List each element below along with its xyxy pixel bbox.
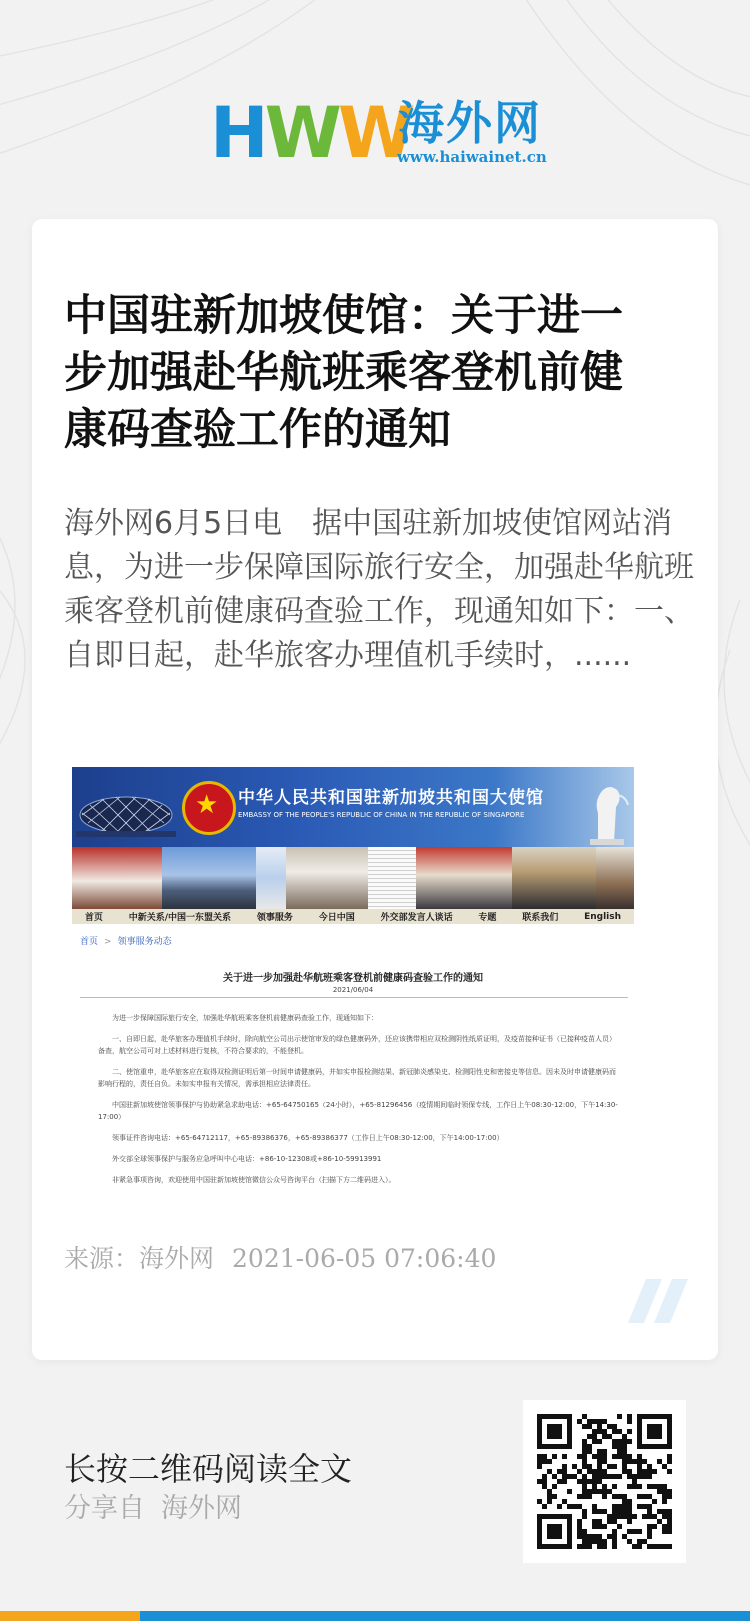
logo-url: www.haiwainet.cn <box>397 148 547 166</box>
article-title: 中国驻新加坡使馆：关于进一步加强赴华航班乘客登机前健康码查验工作的通知 <box>64 291 623 455</box>
embassy-notice-date: 2021/06/04 <box>332 986 374 994</box>
breadcrumb-current: 领事服务动态 <box>117 937 172 947</box>
photo-thumb <box>72 847 162 909</box>
article-summary: 海外网6月5日电 据中国驻新加坡使馆网站消息，为进一步保障国际旅行安全，加强赴华航班乘客登机前健康码查验工作，现通知如下：一、自即日起，赴华旅客办理值机手续时，...... <box>64 506 694 673</box>
merlion-icon <box>580 773 630 845</box>
embassy-nav-item: 中新关系/中国一东盟关系 <box>128 913 232 923</box>
notice-paragraph: 领事证件咨询电话：+65-64712117，+65-89386376，+65-89386377（工作日上午08:30-12:00，下午14:00-17:00） <box>112 1134 504 1142</box>
embassy-nav-item: 领事服务 <box>256 913 293 923</box>
photo-thumb <box>256 847 286 909</box>
share-source-name: 海外网 <box>161 1493 242 1524</box>
embassy-breadcrumb <box>80 934 172 947</box>
notice-paragraph: 中国驻新加坡使馆领事保护与协助紧急求助电话：+65-64750165（24小时），+65-81296456（疫情期间临时领保专线，工作日上午08:30-12:00，下午14:30-17:00） <box>98 1101 618 1121</box>
share-prefix: 分享自 <box>64 1493 145 1524</box>
embassy-photo-strip <box>72 847 634 909</box>
national-emblem-icon: ★ <box>182 781 236 835</box>
qr-instruction: 长按二维码阅读全文 <box>64 1450 353 1488</box>
logo-letter-h: H <box>210 92 265 174</box>
logo-letter-w1: W <box>264 92 338 174</box>
notice-paragraph: 一、自即日起，赴华旅客办理值机手续时，除向航空公司出示使馆审发的绿色健康码外，还应该携带相应双检测阴性纸质证明，及疫苗接种证书（已接种疫苗人员）备查，航空公司可对上述材料进行复核，不符合要求的，不能登机。 <box>98 1035 616 1055</box>
bottom-accent-bar-orange <box>0 1611 140 1621</box>
site-logo <box>0 92 750 175</box>
notice-paragraph: 二、使馆重申，赴华旅客应在取得双检测证明后第一时间申请健康码，并如实申报检测结果、新冠肺炎感染史、检测阳性史和密接史等信息。因未及时申请健康码而影响行程的，责任自负。未如实申报有关情况，需承担相应法律责任。 <box>98 1068 616 1088</box>
photo-thumb <box>162 847 256 909</box>
photo-thumb <box>416 847 512 909</box>
article-source <box>64 1239 496 1275</box>
double-slash-decoration-icon <box>628 1279 692 1323</box>
embassy-nav-item: 联系我们 <box>522 913 559 923</box>
birds-nest-stadium-icon <box>76 777 176 837</box>
source-label: 来源：海外网 <box>64 1244 215 1273</box>
embassy-nav-item: 首页 <box>84 913 103 923</box>
photo-thumb <box>286 847 368 909</box>
article-image <box>72 767 634 1195</box>
embassy-name-en: EMBASSY OF THE PEOPLE'S REPUBLIC OF CHINA IN THE REPUBLIC OF SINGAPORE <box>238 811 525 819</box>
embassy-name-cn: 中华人民共和国驻新加坡共和国大使馆 <box>238 788 544 808</box>
logo-letter-w2: W <box>337 92 412 174</box>
notice-paragraph: 非紧急事项咨询，欢迎使用中国驻新加坡使馆微信公众号咨询平台（扫描下方二维码进入）。 <box>112 1176 396 1184</box>
logo-mark <box>210 92 412 174</box>
embassy-nav-item: 今日中国 <box>318 913 355 923</box>
breadcrumb-home: 首页 <box>80 937 99 947</box>
photo-thumb <box>512 847 596 909</box>
embassy-nav-item: English <box>584 911 622 922</box>
chevron-right-icon: > <box>104 937 112 947</box>
notice-paragraph: 外交部全球领事保护与服务应急呼叫中心电话：+86-10-12308或+86-10-59913991 <box>112 1155 382 1163</box>
publish-datetime: 2021-06-05 07:06:40 <box>232 1244 497 1273</box>
photo-thumb <box>368 847 416 909</box>
embassy-notice-title: 关于进一步加强赴华航班乘客登机前健康码查验工作的通知 <box>223 973 483 984</box>
divider <box>80 997 628 998</box>
photo-thumb <box>596 847 634 909</box>
qr-code[interactable] <box>523 1400 686 1563</box>
share-source <box>64 1486 242 1525</box>
notice-paragraph: 为进一步保障国际旅行安全，加强赴华航班乘客登机前健康码查验工作，现通知如下： <box>112 1014 378 1022</box>
embassy-nav-item: 外交部发言人谈话 <box>380 913 453 923</box>
embassy-nav-item: 专题 <box>478 913 497 923</box>
embassy-banner <box>72 767 634 847</box>
qr-code-icon <box>537 1414 672 1549</box>
logo-chinese-name: 海外网 <box>398 96 542 150</box>
embassy-nav <box>72 909 634 924</box>
embassy-notice-body <box>98 1012 618 1195</box>
